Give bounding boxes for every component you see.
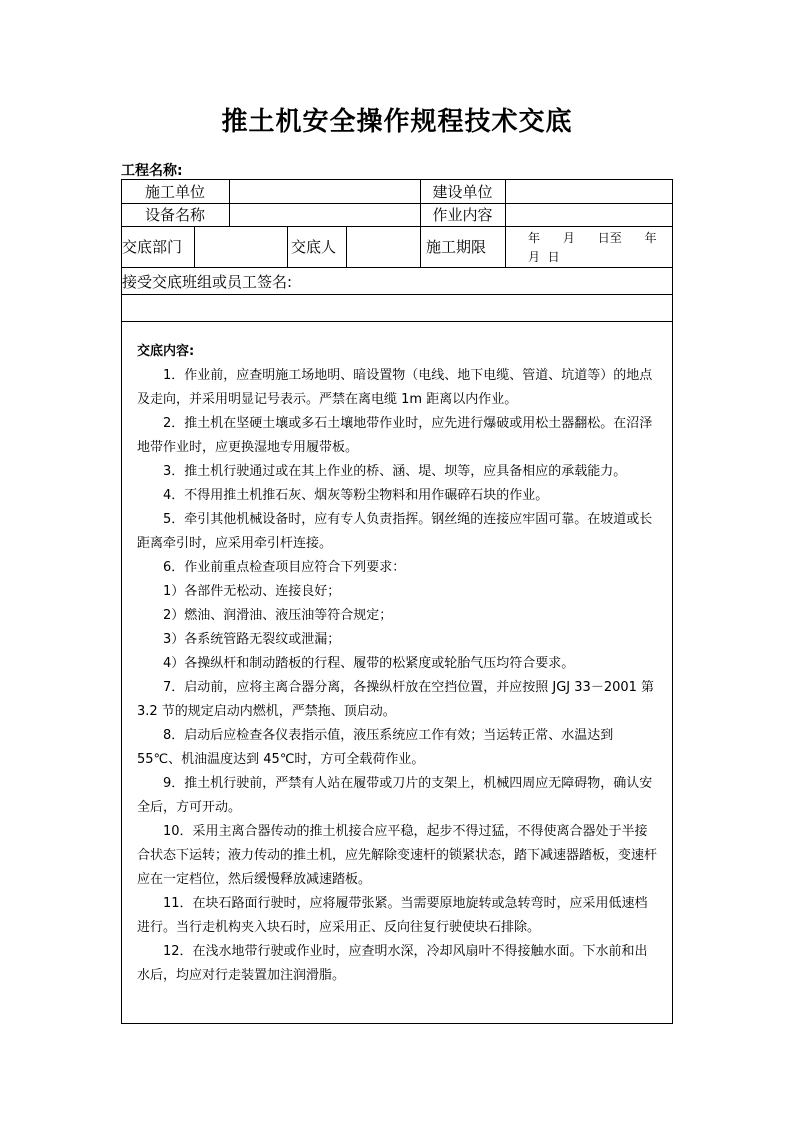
paragraph: 10．采用主离合器传动的推土机接合应平稳，起步不得过猛，不得使离合器处于半接合状态下运转；液力传动的推土机，应先解除变速杆的锁紧状态，踏下减速器踏板，变速杆应在一定档位，然后缓慢释放减速踏板。 xyxy=(137,824,658,887)
construction-unit-label: 施工单位 xyxy=(144,183,205,201)
signature-label: 接受交底班组或员工签名: xyxy=(122,273,293,291)
paragraph: 11．在块石路面行驶时，应将履带张紧。当需要原地旋转或急转弯时，应采用低速档进行。当行走机构夹入块石时，应采用正、反向往复行驶使块石排除。 xyxy=(137,896,648,935)
paragraph: 3．推土机行驶通过或在其上作业的桥、涵、堤、坝等，应具备相应的承载能力。 xyxy=(163,464,627,479)
paragraph: 2．推土机在坚硬土壤或多石土壤地带作业时，应先进行爆破或用松土器翻松。在沼泽地带作业时，应更换湿地专用履带板。 xyxy=(137,416,653,455)
owner-unit-label: 建设单位 xyxy=(432,183,493,201)
paragraph: 12．在浅水地带行驶或作业时，应查明水深，冷却风扇叶不得接触水面。下水前和出水后，均应对行走装置加注润滑脂。 xyxy=(137,944,648,983)
work-content-value[interactable] xyxy=(506,204,672,226)
period-line-1: 年 月 日至 年 xyxy=(528,231,657,245)
signature-area[interactable] xyxy=(122,295,672,321)
sub-item: 4）各操纵杆和制动踏板的行程、履带的松紧度或轮胎气压均符合要求。 xyxy=(163,656,575,671)
equipment-name-label: 设备名称 xyxy=(144,206,205,224)
document-title: 推土机安全操作规程技术交底 xyxy=(221,107,573,137)
equipment-name-value[interactable] xyxy=(230,204,420,226)
paragraph: 9．推土机行驶前，严禁有人站在履带或刀片的支架上，机械四周应无障碍物，确认安全后，方可开动。 xyxy=(137,776,653,815)
paragraph: 8．启动后应检查各仪表指示值，液压系统应工作有效；当运转正常、水温达到 55℃、机油温度达到 45℃时，方可全载荷作业。 xyxy=(137,728,614,767)
period-line-2: 月 日 xyxy=(528,250,560,264)
sub-item: 3）各系统管路无裂纹或泄漏； xyxy=(163,632,341,647)
sub-item: 2）燃油、润滑油、液压油等符合规定； xyxy=(163,608,393,623)
person-label: 交底人 xyxy=(291,238,337,256)
period-label: 施工期限 xyxy=(426,238,487,256)
paragraph: 6．作业前重点检查项目应符合下列要求： xyxy=(163,560,406,575)
construction-unit-value[interactable] xyxy=(230,180,420,203)
department-label: 交底部门 xyxy=(122,238,183,256)
person-value[interactable] xyxy=(347,227,420,267)
paragraph: 4．不得用推土机推石灰、烟灰等粉尘物料和用作碾碎石块的作业。 xyxy=(163,488,549,503)
paragraph: 1．作业前，应查明施工场地明、暗设置物（电线、地下电缆、管道、坑道等）的地点及走向，并采用明显记号表示。严禁在离电缆 1m 距离以内作业。 xyxy=(137,368,653,407)
work-content-label: 作业内容 xyxy=(432,206,493,224)
project-name-label: 工程名称: xyxy=(121,163,183,179)
owner-unit-value[interactable] xyxy=(506,180,672,203)
department-value[interactable] xyxy=(195,227,287,267)
paragraph: 5．牵引其他机械设备时，应有专人负责指挥。钢丝绳的连接应牢固可靠。在坡道或长距离牵引时，应采用牵引杆连接。 xyxy=(137,512,653,551)
briefing-content xyxy=(121,321,673,1024)
sub-item: 1）各部件无松动、连接良好； xyxy=(163,584,341,599)
paragraph: 7．启动前，应将主离合器分离，各操纵杆放在空挡位置，并应按照 JGJ 33－2001 第 3.2 节的规定启动内燃机，严禁拖、顶启动。 xyxy=(137,680,655,719)
content-heading: 交底内容: xyxy=(137,344,195,359)
